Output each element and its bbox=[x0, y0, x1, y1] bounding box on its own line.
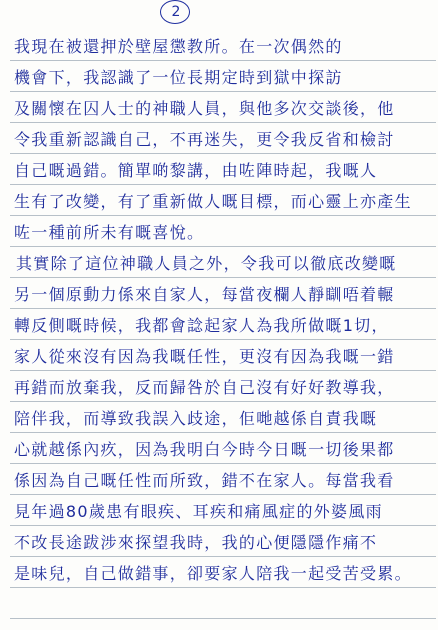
ruled-line bbox=[10, 432, 436, 433]
ruled-line bbox=[10, 618, 436, 619]
text-line: 是味兒，自己做錯事，卻要家人陪我一起受苦受累。 bbox=[14, 564, 412, 583]
ruled-line bbox=[10, 122, 436, 123]
text-line: 見年過80歲患有眼疾、耳疾和痛風症的外婆風雨 bbox=[14, 502, 383, 521]
text-line: 心就越係內疚，因為我明白今時今日嘅一切後果都 bbox=[14, 440, 395, 459]
ruled-line bbox=[10, 463, 436, 464]
ruled-line bbox=[10, 494, 436, 495]
ruled-line bbox=[10, 308, 436, 309]
ruled-line bbox=[10, 556, 436, 557]
ruled-line bbox=[10, 215, 436, 216]
text-line: 家人從來沒有因為我嘅任性，更沒有因為我嘅一錯 bbox=[14, 347, 395, 366]
text-line: 自己嘅過錯。簡單啲黎講，由咗陣時起，我嘅人 bbox=[14, 161, 378, 180]
ruled-line bbox=[10, 401, 436, 402]
text-line: 生有了改變，有了重新做人嘅目標，而心靈上亦產生 bbox=[14, 192, 412, 211]
ruled-line bbox=[10, 184, 436, 185]
text-line: 係因為自己嘅任性而所致，錯不在家人。每當我看 bbox=[14, 471, 395, 490]
ruled-line bbox=[10, 91, 436, 92]
text-line: 陪伴我，而導致我誤入歧途，佢哋越係自責我嘅 bbox=[14, 409, 378, 428]
page-number: 2 bbox=[164, 2, 188, 22]
text-line: 再錯而放棄我，反而歸咎於自己沒有好好教導我， bbox=[14, 378, 395, 397]
text-line: 另一個原動力係來自家人，每當夜欄人靜瞓唔着輾 bbox=[14, 285, 395, 304]
text-line: 我現在被還押於壁屋懲教所。在一次偶然的 bbox=[14, 37, 343, 56]
text-line: 不改長途跋涉來探望我時，我的心便隱隱作痛不 bbox=[14, 533, 378, 552]
ruled-line bbox=[10, 587, 436, 588]
text-line: 及關懷在囚人士的神職人員，與他多次交談後，他 bbox=[14, 99, 395, 118]
ruled-line bbox=[10, 60, 436, 61]
ruled-line bbox=[10, 339, 436, 340]
ruled-line bbox=[10, 277, 436, 278]
ruled-line bbox=[10, 153, 436, 154]
text-line: 令我重新認識自己，不再迷失，更令我反省和檢討 bbox=[14, 130, 395, 149]
text-line: 其實除了這位神職人員之外，令我可以徹底改變嘅 bbox=[16, 254, 397, 273]
text-line: 轉反側嘅時候，我都會諗起家人為我所做嘅1切， bbox=[14, 316, 389, 335]
ruled-line bbox=[10, 246, 436, 247]
ruled-line bbox=[10, 525, 436, 526]
text-line: 機會下，我認識了一位長期定時到獄中探訪 bbox=[14, 68, 343, 87]
ruled-line bbox=[10, 370, 436, 371]
text-line: 咗一種前所未有嘅喜悅。 bbox=[14, 223, 205, 242]
